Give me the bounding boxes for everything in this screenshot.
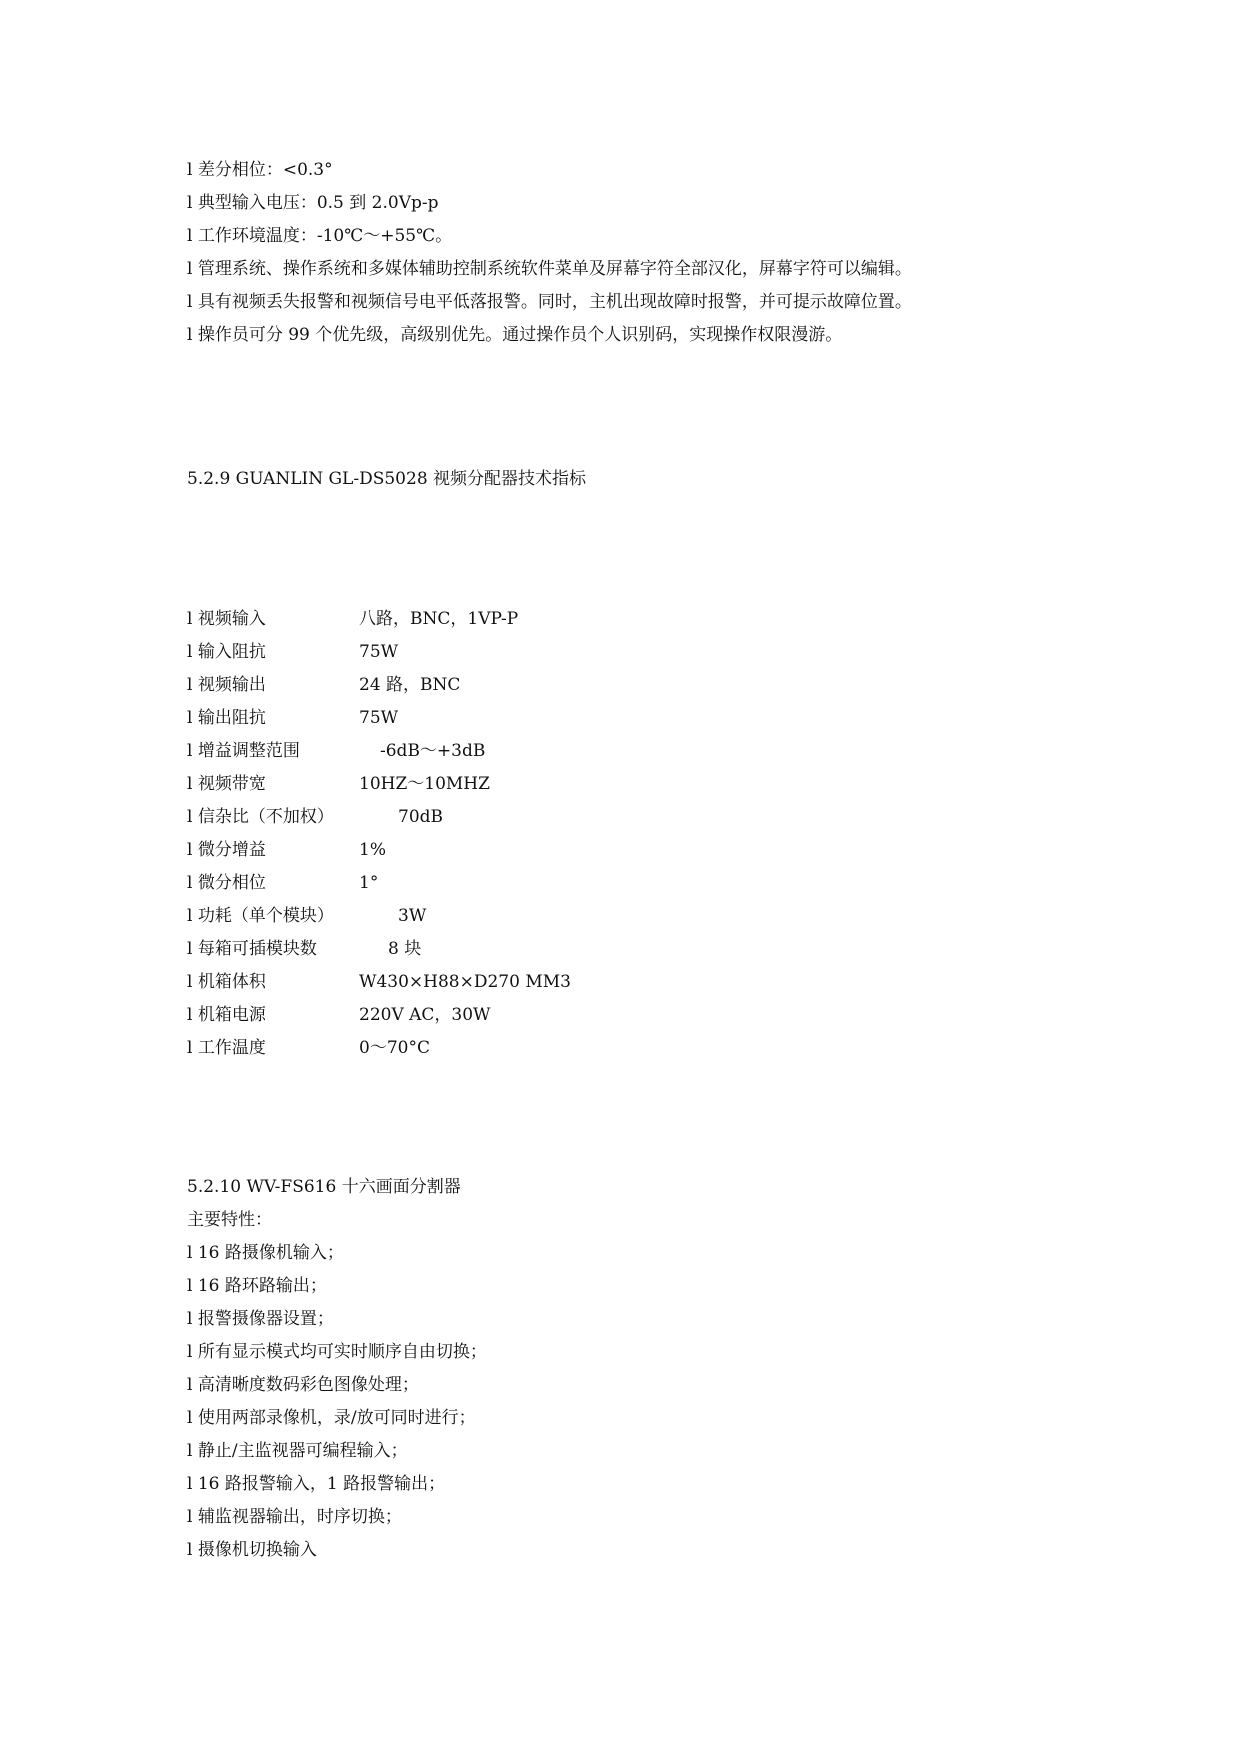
spec-row xyxy=(187,901,887,931)
spec-row xyxy=(187,1000,887,1030)
spec-label: l 机箱电源 xyxy=(187,1005,266,1025)
spec-value: 70dB xyxy=(398,807,444,827)
spec-row xyxy=(187,670,887,700)
intro-item: l 操作员可分 99 个优先级，高级别优先。通过操作员个人识别码，实现操作权限漫游。 xyxy=(187,325,843,345)
spec-label: l 视频带宽 xyxy=(187,774,266,794)
feature-item: l 16 路报警输入，1 路报警输出； xyxy=(187,1474,446,1494)
spec-row xyxy=(187,604,887,634)
feature-item: l 所有显示模式均可实时顺序自由切换； xyxy=(187,1342,487,1362)
spec-value: W430×H88×D270 MM3 xyxy=(359,972,571,992)
spec-label: l 功耗（单个模块） xyxy=(187,906,334,926)
feature-item: l 使用两部录像机，录/放可同时进行； xyxy=(187,1408,476,1428)
spec-label: l 工作温度 xyxy=(187,1038,266,1058)
spec-value: 3W xyxy=(398,906,427,926)
spec-row xyxy=(187,934,887,964)
spec-row xyxy=(187,736,887,766)
spec-label: l 增益调整范围 xyxy=(187,741,300,761)
spec-row xyxy=(187,967,887,997)
feature-item: l 辅监视器输出，时序切换； xyxy=(187,1507,402,1527)
spec-value: 75W xyxy=(359,708,399,728)
spec-row xyxy=(187,703,887,733)
spec-label: l 输出阻抗 xyxy=(187,708,266,728)
feature-item: l 高清晰度数码彩色图像处理； xyxy=(187,1375,419,1395)
spec-value: 0～70°C xyxy=(359,1038,430,1058)
spec-label: l 视频输入 xyxy=(187,609,266,629)
spec-value: 1% xyxy=(359,840,386,860)
spec-row xyxy=(187,1033,887,1063)
section-heading: 5.2.9 GUANLIN GL-DS5028 视频分配器技术指标 xyxy=(187,469,587,489)
intro-item: l 工作环境温度：-10℃～+55℃。 xyxy=(187,226,453,246)
spec-value: 10HZ～10MHZ xyxy=(359,774,490,794)
intro-item: l 差分相位：<0.3° xyxy=(187,160,333,180)
spec-label: l 输入阻抗 xyxy=(187,642,266,662)
spec-row xyxy=(187,868,887,898)
feature-item: l 摄像机切换输入 xyxy=(187,1540,317,1560)
feature-item: l 报警摄像器设置； xyxy=(187,1309,334,1329)
spec-row xyxy=(187,769,887,799)
spec-value: 75W xyxy=(359,642,399,662)
spec-label: l 信杂比（不加权） xyxy=(187,807,334,827)
feature-item: l 16 路环路输出； xyxy=(187,1276,327,1296)
spec-label: l 微分相位 xyxy=(187,873,266,893)
intro-item: l 具有视频丢失报警和视频信号电平低落报警。同时，主机出现故障时报警，并可提示故障位置。 xyxy=(187,292,912,312)
spec-label: l 视频输出 xyxy=(187,675,266,695)
section-subheading: 主要特性： xyxy=(187,1210,272,1230)
feature-item: l 16 路摄像机输入； xyxy=(187,1243,344,1263)
spec-label: l 微分增益 xyxy=(187,840,266,860)
spec-value: 220V AC，30W xyxy=(359,1005,491,1025)
intro-item: l 典型输入电压：0.5 到 2.0Vp-p xyxy=(187,193,439,213)
spec-label: l 机箱体积 xyxy=(187,972,266,992)
spec-row xyxy=(187,802,887,832)
spec-value: 8 块 xyxy=(388,939,422,959)
spec-value: 24 路，BNC xyxy=(359,675,461,695)
spec-row xyxy=(187,637,887,667)
intro-item: l 管理系统、操作系统和多媒体辅助控制系统软件菜单及屏幕字符全部汉化，屏幕字符可以编辑。 xyxy=(187,259,912,279)
feature-item: l 静止/主监视器可编程输入； xyxy=(187,1441,408,1461)
spec-value: 八路，BNC，1VP-P xyxy=(359,609,519,629)
section-heading: 5.2.10 WV-FS616 十六画面分割器 xyxy=(187,1177,461,1197)
spec-value: -6dB～+3dB xyxy=(380,741,486,761)
spec-value: 1° xyxy=(359,873,379,893)
spec-label: l 每箱可插模块数 xyxy=(187,939,317,959)
spec-row xyxy=(187,835,887,865)
